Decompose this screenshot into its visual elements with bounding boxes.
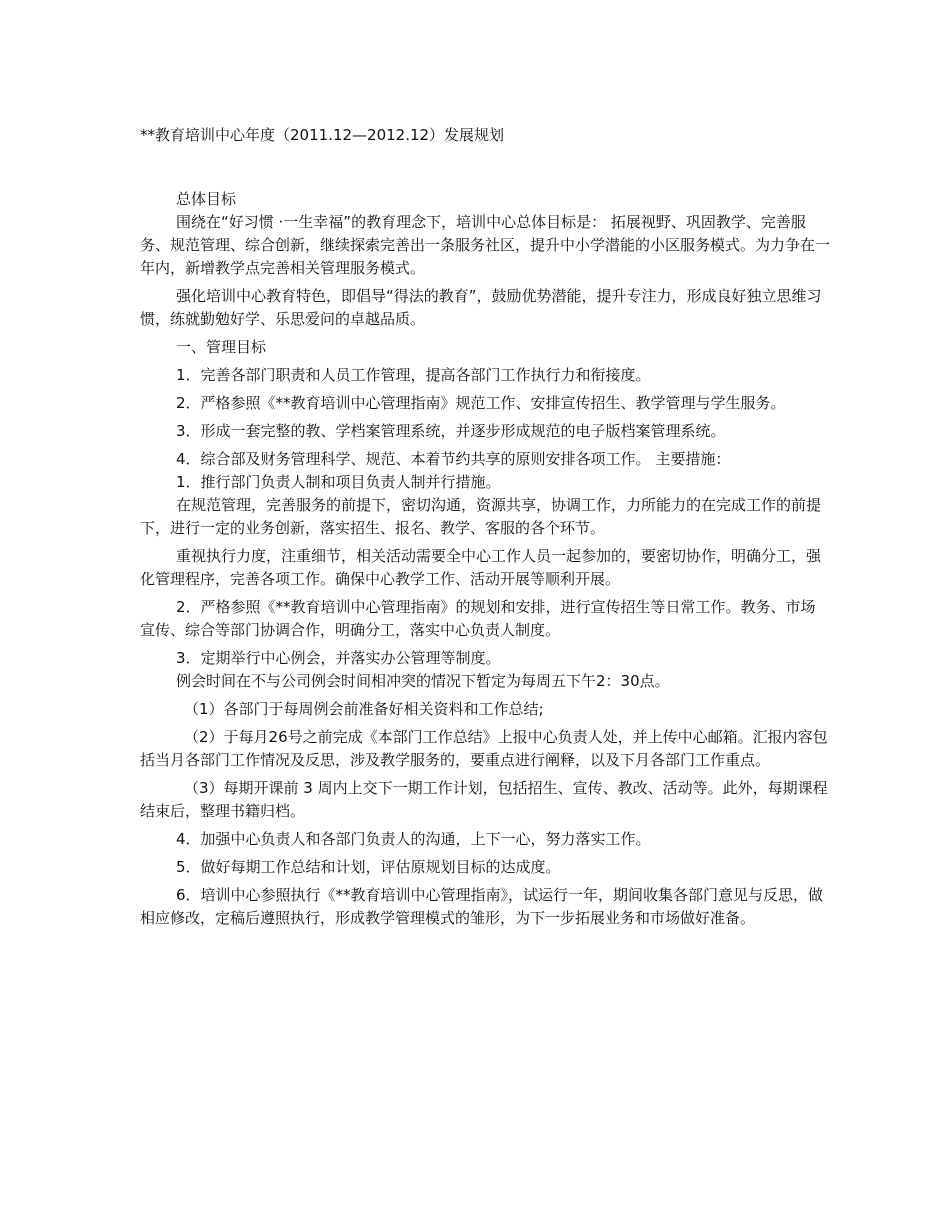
document-body [140,188,830,935]
paragraph-management-item-1: 1．完善各部门职责和人员工作管理，提高各部门工作执行力和衔接度。 [176,366,651,384]
paragraph-meeting-item-2: （2）于每月26号之前完成《本部门工作总结》上报中心负责人处，并上传中心邮箱。汇报内容包括当月各部门工作情况及反思，涉及教学服务的，要重点进行阐释，以及下月各部门工作重点。 [140,728,828,769]
paragraph-meeting-time: 例会时间在不与公司例会时间相冲突的情况下暂定为每周五下午2：30点。 [176,672,670,690]
paragraph-management-item-3: 3．形成一套完整的教、学档案管理系统，并逐步形成规范的电子版档案管理系统。 [176,422,726,440]
section-heading-management-goal: 一、管理目标 [176,338,267,356]
document-title: **教育培训中心年度（2011.12—2012.12）发展规划 [140,126,505,144]
paragraph-measure-1-detail-a: 在规范管理，完善服务的前提下，密切沟通，资源共享，协调工作，力所能力的在完成工作的前提下，进行一定的业务创新，落实招生、报名、教学、客服的各个环节。 [140,496,822,537]
paragraph-measure-6: 6．培训中心参照执行《**教育培训中心管理指南》，试运行一年，期间收集各部门意见与反思，做相应修改，定稿后遵照执行，形成教学管理模式的雏形，为下一步拓展业务和市场做好准备。 [140,886,824,927]
paragraph-measure-4: 4．加强中心负责人和各部门负责人的沟通，上下一心，努力落实工作。 [176,830,651,848]
paragraph-measure-1-detail-b: 重视执行力度，注重细节，相关活动需要全中心工作人员一起参加的，要密切协作，明确分工，强化管理程序，完善各项工作。确保中心教学工作、活动开展等顺利开展。 [140,547,822,588]
paragraph-measure-1: 1．推行部门负责人制和项目负责人制并行措施。 [176,473,501,491]
paragraph-management-item-4: 4．综合部及财务管理科学、规范、本着节约共享的原则安排各项工作。 主要措施： [176,450,731,468]
paragraph-management-item-2: 2．严格参照《**教育培训中心管理指南》规范工作、安排宣传招生、教学管理与学生服务。 [176,394,786,412]
paragraph-meeting-item-1: （1）各部门于每周例会前准备好相关资料和工作总结; [184,700,544,718]
paragraph-measure-3: 3．定期举行中心例会，并落实办公管理等制度。 [176,649,501,667]
paragraph-education-feature: 强化培训中心教育特色，即倡导“得法的教育”，鼓励优势潜能，提升专注力，形成良好独立思维习惯，练就勤勉好学、乐思爱问的卓越品质。 [140,287,822,328]
section-heading-overall-goal: 总体目标 [176,190,237,208]
paragraph-measure-2: 2．严格参照《**教育培训中心管理指南》的规划和安排，进行宣传招生等日常工作。教务、市场宣传、综合等部门协调合作，明确分工，落实中心负责人制度。 [140,598,816,639]
paragraph-meeting-item-3: （3）每期开课前 3 周内上交下一期工作计划，包括招生、宣传、教改、活动等。此外，每期课程结束后，整理书籍归档。 [140,779,828,820]
paragraph-overall-goal: 围绕在“好习惯 ·一生幸福”的教育理念下，培训中心总体目标是： 拓展视野、巩固教学、完善服务、规范管理、综合创新，继续探索完善出一条服务社区，提升中小学潜能的小区服务模式。为力争在一年内，新增教学点完善相关管理服务模式。 [140,213,831,277]
paragraph-measure-5: 5．做好每期工作总结和计划，评估原规划目标的达成度。 [176,858,561,876]
